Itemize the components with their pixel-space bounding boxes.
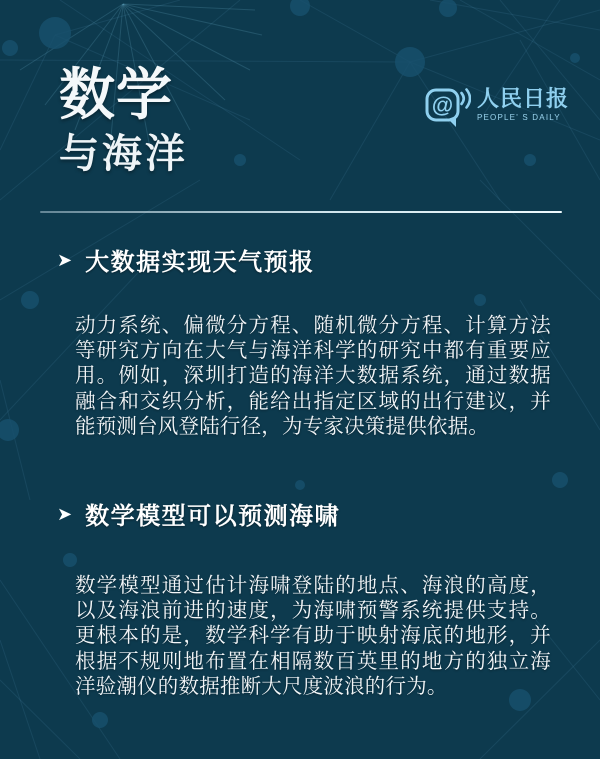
section-1-heading-label: 大数据实现天气预报 bbox=[85, 249, 315, 276]
megaphone-at-icon bbox=[425, 82, 471, 128]
section-1-body: 动力系统、偏微分方程、随机微分方程、计算方法等研究方向在大气与海洋科学的研究中都有重要应用。例如，深圳打造的海洋大数据系统，通过数据融合和交织分析，能给出指定区域的出行建议，并能预测台风登陆行径，为专家决策提供依据。 bbox=[75, 313, 551, 438]
section-2-body: 数学模型通过估计海啸登陆的地点、海浪的高度，以及海浪前进的速度，为海啸预警系统提供支持。更根本的是，数学科学有助于映射海底的地形，并根据不规则地布置在相隔数百英里的地方的独立海洋验潮仪的数据推断大尺度波浪的行为。 bbox=[75, 573, 551, 698]
title-line-2: 与海洋 bbox=[59, 131, 188, 176]
section-2-heading-label: 数学模型可以预测海啸 bbox=[85, 503, 341, 530]
peoples-daily-logo bbox=[425, 82, 569, 128]
section-1-heading bbox=[57, 242, 315, 277]
title-line-1: 数学 bbox=[59, 63, 173, 126]
arrow-bullet-icon: ➤ bbox=[57, 503, 73, 525]
logo-title: 人民日报 bbox=[476, 86, 569, 111]
section-2-heading bbox=[57, 496, 340, 531]
at-glyph: @ bbox=[431, 92, 454, 118]
poster-title bbox=[59, 63, 188, 176]
divider-line bbox=[40, 211, 562, 213]
arrow-bullet-icon: ➤ bbox=[57, 249, 73, 271]
logo-subtitle: PEOPLE' S DAILY bbox=[476, 113, 561, 123]
